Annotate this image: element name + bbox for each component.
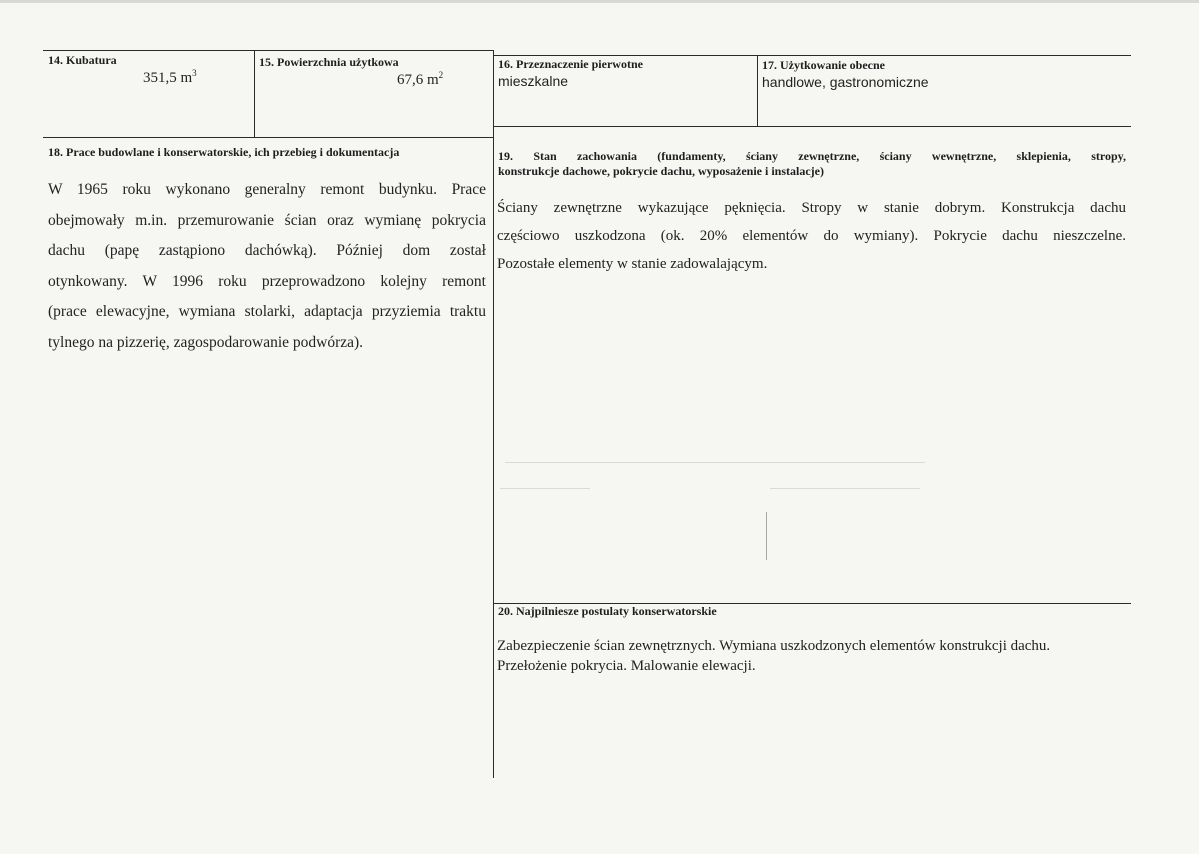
table-rule bbox=[494, 55, 1131, 56]
prace-line: dachu (papę zastąpiono dachówką). Później dom został bbox=[48, 242, 486, 259]
kubatura-value: 351,5 $m^3$ bbox=[143, 68, 197, 86]
stan-text bbox=[497, 194, 1126, 278]
powierzchnia-label: 15. Powierzchnia użytkowa bbox=[259, 55, 399, 69]
prace-line: tylnego na pizzerię, zagospodarowanie podwórza). bbox=[48, 333, 364, 351]
table-divider bbox=[757, 55, 758, 126]
kubatura-label: 14. Kubatura bbox=[48, 53, 117, 67]
prace-label: 18. Prace budowlane i konserwatorskie, ich przebieg i dokumentacja bbox=[48, 145, 400, 159]
postulaty-line: Przełożenie pokrycia. Malowanie elewacji. bbox=[497, 658, 756, 674]
bleed-through-mark bbox=[505, 462, 925, 463]
table-rule bbox=[43, 137, 494, 138]
table-divider bbox=[254, 50, 255, 137]
prace-line: W 1965 roku wykonano generalny remont budynku. Prace bbox=[48, 181, 486, 198]
table-rule bbox=[43, 50, 494, 51]
bleed-through-mark bbox=[500, 488, 590, 489]
postulaty-line: Zabezpieczenie ścian zewnętrznych. Wymiana uszkodzonych elementów konstrukcji dachu. bbox=[497, 638, 1051, 654]
stan-line: Pozostałe elementy w stanie zadowalającym. bbox=[497, 256, 768, 272]
stan-line: częściowo uszkodzona (ok. 20% elementów do wymiany). Pokrycie dachu nieszczelne. bbox=[497, 228, 1126, 244]
przeznaczenie-value: mieszkalne bbox=[498, 73, 569, 89]
stan-label-line: konstrukcje dachowe, pokrycie dachu, wyposażenie i instalacje) bbox=[498, 164, 824, 178]
bleed-through-mark bbox=[770, 488, 920, 489]
prace-line: obejmowały m.in. przemurowanie ścian oraz wymianę pokrycia bbox=[48, 211, 486, 229]
powierzchnia-value: 67,6 $m^2$ bbox=[397, 70, 444, 88]
prace-line: otynkowany. W 1996 roku przeprowadzono kolejny remont bbox=[48, 272, 486, 290]
prace-line: (prace elewacyjne, wymiana stolarki, adaptacja przyziemia traktu bbox=[48, 303, 486, 320]
postulaty-label: 20. Najpilniesze postulaty konserwatorskie bbox=[498, 604, 717, 618]
stan-label-line: 19. Stan zachowania (fundamenty, ściany zewnętrzne, ściany wewnętrzne, sklepienia, stropy, bbox=[498, 149, 1126, 163]
postulaty-text bbox=[497, 636, 1127, 676]
przeznaczenie-label: 16. Przeznaczenie pierwotne bbox=[498, 57, 643, 71]
scan-edge bbox=[0, 0, 1199, 3]
stan-label bbox=[498, 149, 1126, 179]
table-divider bbox=[493, 50, 494, 778]
uzytkowanie-value: handlowe, gastronomiczne bbox=[762, 74, 929, 90]
bleed-through-mark bbox=[766, 512, 767, 560]
table-rule bbox=[494, 126, 1131, 127]
stan-line: Ściany zewnętrzne wykazujące pęknięcia. Stropy w stanie dobrym. Konstrukcja dachu bbox=[497, 200, 1126, 216]
uzytkowanie-label: 17. Użytkowanie obecne bbox=[762, 58, 885, 72]
prace-text bbox=[48, 175, 486, 358]
